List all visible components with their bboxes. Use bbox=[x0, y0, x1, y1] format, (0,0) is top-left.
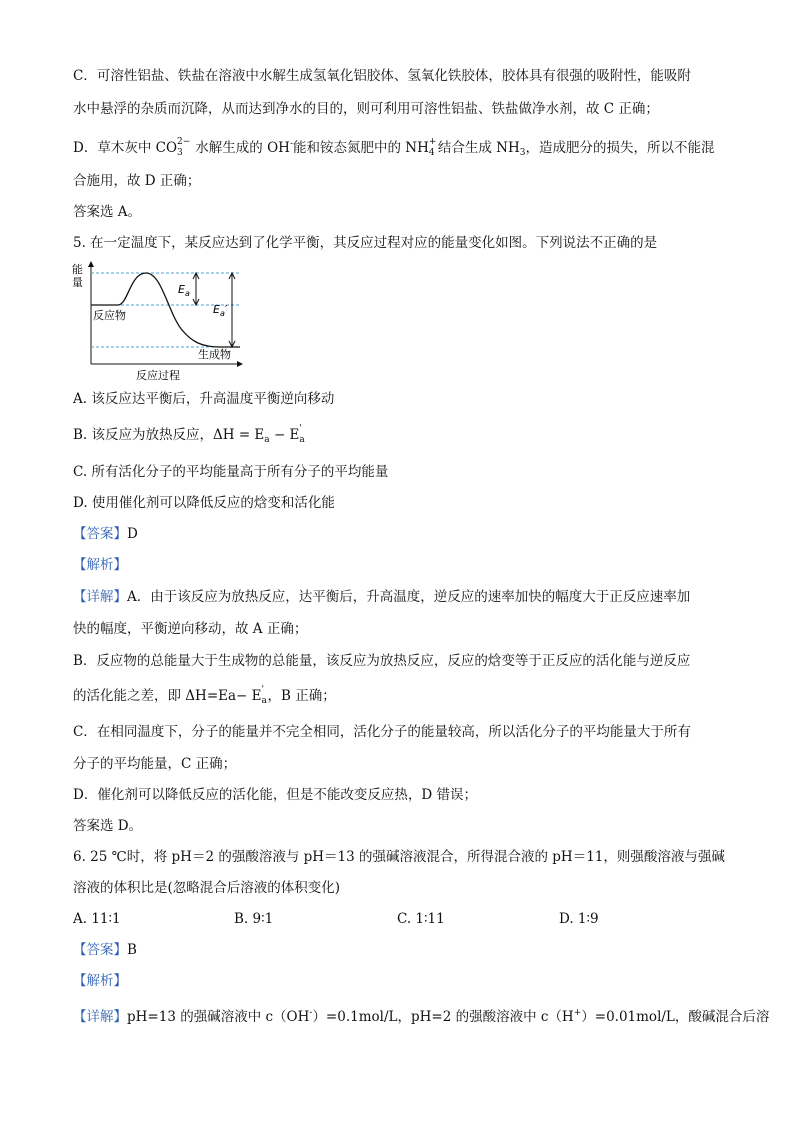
option-a: A. 11∶1 bbox=[73, 911, 121, 927]
ea-label: $E_a$ bbox=[178, 283, 190, 298]
answer-label: 【答案】 bbox=[73, 526, 127, 542]
question-stem: 6. 25 ℃时，将 pH＝2 的强酸溶液与 pH＝13 的强碱溶液混合，所得混合液的 pH＝11，则强酸溶液与强碱 bbox=[73, 849, 725, 865]
option-b: B. 9∶1 bbox=[234, 911, 274, 927]
prime: ' bbox=[299, 424, 302, 434]
charge-sup: 2− bbox=[177, 137, 191, 147]
detail-label: 【详解】 bbox=[73, 589, 127, 605]
nh4-charge bbox=[428, 137, 438, 158]
text-span: 结合生成 NH bbox=[437, 140, 520, 156]
text-span: A．由于该反应为放热反应，达平衡后，升高温度，逆反应的速率加快的幅度大于正反应速率加 bbox=[127, 589, 691, 605]
text-span: 的活化能之差，即 ΔH=Ea− E bbox=[73, 688, 262, 704]
co3-charge bbox=[177, 137, 191, 158]
subscript: 3 bbox=[177, 148, 183, 158]
text-span: B. 该反应为放热反应，ΔH = E bbox=[73, 427, 265, 443]
answer-line bbox=[73, 941, 137, 959]
text-span: − E bbox=[269, 427, 300, 443]
y-axis-label: 能 bbox=[72, 263, 83, 276]
text-line: 分子的平均能量，C 正确； bbox=[73, 756, 237, 772]
x-axis-label: 反应过程 bbox=[136, 369, 180, 382]
product-label: 生成物 bbox=[198, 348, 231, 361]
text-line: 合施用，故 D 正确； bbox=[73, 173, 201, 189]
text-span: ）=0.1mol/L，pH=2 的强酸溶液中 c（H bbox=[312, 1009, 574, 1025]
text-line: B．反应物的总能量大于生成物的总能量，该反应为放热反应，反应的焓变等于正反应的活化能与逆反应 bbox=[73, 653, 691, 669]
analysis-label bbox=[73, 972, 127, 990]
answer-label: 【答案】 bbox=[73, 942, 127, 958]
text-span: D．草木灰中 CO bbox=[73, 140, 178, 156]
option-c: C. 1∶11 bbox=[397, 911, 445, 927]
analysis-label bbox=[73, 556, 127, 574]
answer-line: 答案选 A。 bbox=[73, 204, 142, 220]
charge-sup: + bbox=[428, 137, 437, 147]
prime-sub bbox=[299, 424, 305, 445]
detail-line bbox=[73, 588, 690, 606]
prime-sub bbox=[261, 685, 268, 706]
answer-value: B bbox=[127, 942, 137, 958]
option-d: D. 使用催化剂可以降低反应的焓变和活化能 bbox=[73, 495, 335, 511]
analysis-label-text: 【解析】 bbox=[73, 973, 127, 989]
subscript: a bbox=[299, 435, 305, 445]
question-stem: 5. 在一定温度下，某反应达到了化学平衡，其反应过程对应的能量变化如图。下列说法不正确的是 bbox=[73, 235, 658, 251]
reactant-label: 反应物 bbox=[93, 309, 126, 322]
text-span: 水解生成的 OH bbox=[191, 140, 290, 156]
charge-sup: - bbox=[309, 1008, 313, 1018]
text-line-formula bbox=[73, 687, 336, 705]
charge-sup: + bbox=[573, 1008, 582, 1018]
option-c: C. 所有活化分子的平均能量高于所有分子的平均能量 bbox=[73, 464, 389, 480]
detail-label: 【详解】 bbox=[73, 1009, 127, 1025]
answer-line: 答案选 D。 bbox=[73, 818, 143, 834]
energy-diagram bbox=[70, 258, 250, 383]
text-line: C．可溶性铝盐、铁盐在溶液中水解生成氢氧化铝胶体、氢氧化铁胶体，胶体具有很强的吸附性，能吸附 bbox=[73, 68, 691, 84]
text-span: ）=0.01mol/L，酸碱混合后溶 bbox=[581, 1009, 770, 1025]
option-a: A. 该反应达平衡后，升高温度平衡逆向移动 bbox=[73, 391, 335, 407]
charge-sup: - bbox=[289, 139, 293, 149]
subscript: a bbox=[264, 435, 270, 445]
question-stem: 溶液的体积比是(忽略混合后溶液的体积变化) bbox=[73, 880, 341, 896]
subscript: 4 bbox=[428, 148, 435, 158]
text-span: ，B 正确； bbox=[267, 688, 336, 704]
answer-line bbox=[73, 525, 138, 543]
text-line: 快的幅度，平衡逆向移动，故 A 正确； bbox=[73, 621, 308, 637]
text-span: pH=13 的强碱溶液中 c（OH bbox=[127, 1009, 310, 1025]
text-line-chem bbox=[73, 135, 715, 162]
text-line: C．在相同温度下，分子的能量并不完全相同，活化分子的能量较高，所以活化分子的平均能量大于所有 bbox=[73, 724, 691, 740]
text-line: D．催化剂可以降低反应的活化能，但是不能改变反应热，D 错误； bbox=[73, 787, 477, 803]
detail-line bbox=[73, 1004, 769, 1026]
text-line: 水中悬浮的杂质而沉降，从而达到净水的目的，则可利用可溶性铝盐、铁盐做净水剂，故 C 正确； bbox=[73, 101, 659, 117]
option-b bbox=[73, 426, 305, 449]
option-d: D. 1∶9 bbox=[559, 911, 599, 927]
text-span: 能和铵态氮肥中的 NH bbox=[293, 140, 429, 156]
analysis-label-text: 【解析】 bbox=[73, 557, 127, 573]
prime: ' bbox=[261, 685, 264, 695]
subscript: 3 bbox=[519, 148, 526, 158]
text-span: ，造成肥分的损失，所以不能混 bbox=[525, 140, 715, 156]
ea-prime-label: $E_a'$ bbox=[213, 303, 228, 318]
answer-value: D bbox=[127, 526, 138, 542]
subscript: a bbox=[261, 696, 267, 706]
y-axis-label: 量 bbox=[72, 276, 83, 289]
